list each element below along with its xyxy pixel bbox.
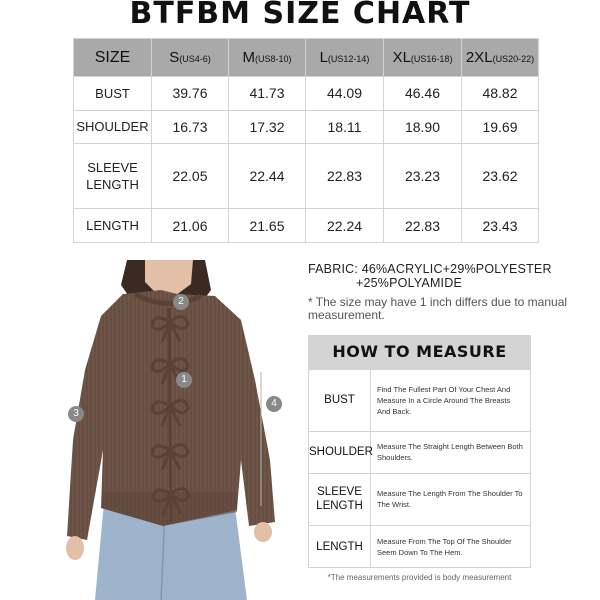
row-label: SHOULDER [74, 110, 152, 144]
table-cell: 16.73 [152, 110, 229, 144]
measure-desc: Measure From The Top Of The Shoulder Seem Down To The Hem. [371, 526, 531, 568]
measure-label: BUST [309, 370, 371, 432]
model-photo [65, 260, 290, 600]
table-row-sleeve-length [74, 144, 539, 209]
chart-title: BTFBM SIZE CHART [129, 0, 471, 31]
measure-label: SHOULDER [309, 431, 371, 473]
marker-3: 3 [68, 406, 84, 422]
table-row-length [74, 209, 539, 243]
fabric-line2: +25%POLYAMIDE [356, 276, 462, 290]
row-label: LENGTH [74, 209, 152, 243]
size-header-xl [384, 39, 462, 77]
table-cell: 22.83 [384, 209, 462, 243]
table-cell: 23.62 [462, 144, 539, 209]
size-letter: M [242, 49, 255, 66]
table-row-shoulder [74, 110, 539, 144]
how-to-measure-title: HOW TO MEASURE [308, 335, 531, 369]
size-header-m [229, 39, 306, 77]
size-letter: XL [392, 49, 411, 66]
size-note: * The size may have 1 inch differs due to manual measurement. [308, 295, 568, 322]
measure-desc: Measure The Straight Length Between Both Shoulders. [371, 431, 531, 473]
measure-label-line2: LENGTH [316, 500, 363, 513]
size-header-2xl [462, 39, 539, 77]
sweater-illustration [65, 260, 290, 600]
measure-desc: Measure The Length From The Shoulder To The Wrist. [371, 473, 531, 526]
measure-label [309, 473, 371, 526]
table-cell: 48.82 [462, 77, 539, 111]
table-cell: 44.09 [306, 77, 384, 111]
table-cell: 23.43 [462, 209, 539, 243]
size-header-l [306, 39, 384, 77]
measure-row-bust [309, 370, 531, 432]
size-table [73, 38, 539, 243]
measure-desc: Find The Fullest Part Of Your Chest And Measure In a Circle Around The Breasts And Back. [371, 370, 531, 432]
table-cell: 41.73 [229, 77, 306, 111]
measure-row-sleeve-length [309, 473, 531, 526]
size-us: (US12-14) [327, 54, 370, 64]
table-cell: 46.46 [384, 77, 462, 111]
table-cell: 39.76 [152, 77, 229, 111]
measure-row-length [309, 526, 531, 568]
size-letter: S [169, 49, 180, 66]
fabric-line1: FABRIC: 46%ACRYLIC+29%POLYESTER [308, 262, 552, 276]
size-header-row [74, 39, 539, 77]
table-cell: 23.23 [384, 144, 462, 209]
table-cell: 21.06 [152, 209, 229, 243]
measure-label: LENGTH [309, 526, 371, 568]
fabric-info [308, 262, 598, 290]
how-to-measure-table [308, 369, 531, 568]
table-cell: 22.44 [229, 144, 306, 209]
size-letter: 2XL [465, 49, 493, 66]
table-cell: 17.32 [229, 110, 306, 144]
size-us: (US20-22) [492, 54, 535, 64]
footnote: *The measurements provided is body measurement [327, 573, 512, 582]
marker-1: 1 [176, 372, 192, 388]
table-cell: 18.11 [306, 110, 384, 144]
table-cell: 21.65 [229, 209, 306, 243]
size-header-s [152, 39, 229, 77]
row-label: BUST [74, 77, 152, 111]
table-cell: 22.05 [152, 144, 229, 209]
size-us: (US16-18) [410, 54, 453, 64]
measure-row-shoulder [309, 431, 531, 473]
size-us: (US4-6) [179, 54, 211, 64]
table-cell: 22.24 [306, 209, 384, 243]
row-label-line2: LENGTH [86, 177, 139, 193]
size-us: (US8-10) [254, 54, 292, 64]
table-cell: 18.90 [384, 110, 462, 144]
table-row-bust [74, 77, 539, 111]
row-label-line1: SLEEVE [87, 160, 138, 176]
row-label [74, 144, 152, 209]
size-column-header: SIZE [74, 39, 152, 77]
marker-4: 4 [266, 396, 282, 412]
table-cell: 22.83 [306, 144, 384, 209]
measure-label-line1: SLEEVE [317, 486, 362, 499]
marker-2: 2 [173, 294, 189, 310]
size-letter: L [319, 49, 328, 66]
table-cell: 19.69 [462, 110, 539, 144]
